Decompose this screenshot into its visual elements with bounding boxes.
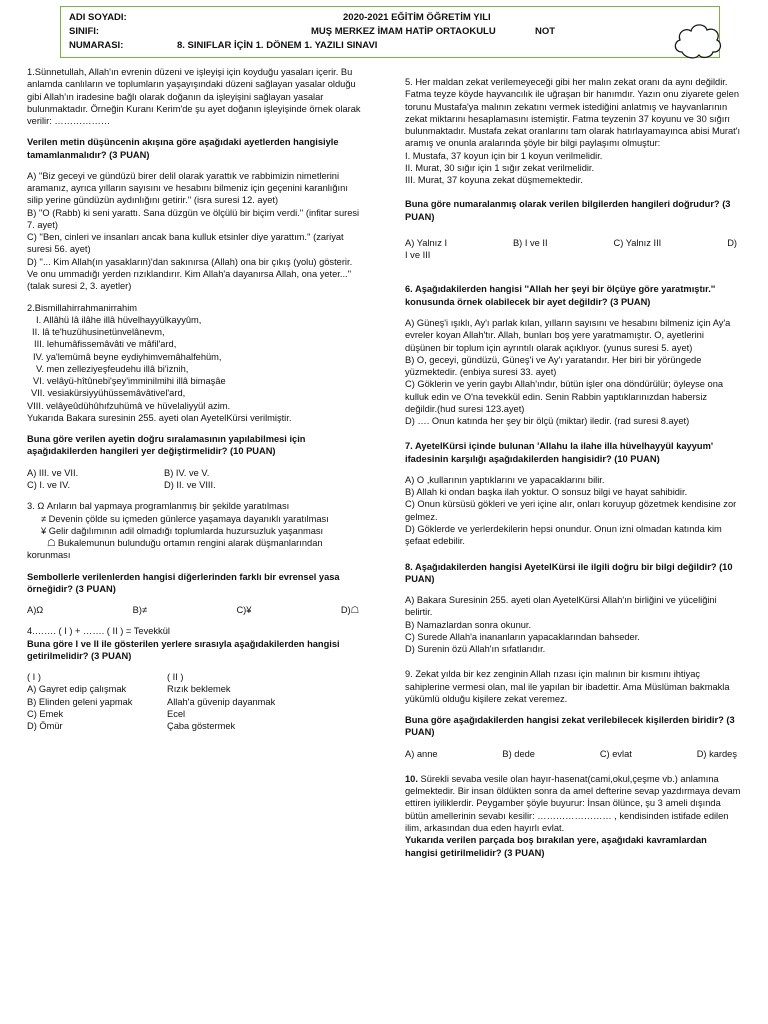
q4-intro: 4.……. ( I ) + ……. ( II ) = Tevekkül <box>27 626 170 637</box>
q2-verse-line: V. men zelleziyeşfeudehu illâ bi'iznih, <box>36 363 189 374</box>
q5-option-a: A) Yalnız I <box>405 237 448 248</box>
q4-question: Buna göre I ve II ile gösterilen yerlere sırasıyla aşağıdakilerden hangisi getirilmelidir? (3 PUAN) <box>27 638 340 661</box>
q2-note: Yukarıda Bakara suresinin 255. ayeti olan AyetelKürsi verilmiştir. <box>27 412 292 423</box>
q5-item-3: III. Murat, 37 koyuna zekat düşmemektedir. <box>405 175 583 186</box>
q3-options <box>27 604 363 616</box>
q9-option-b: B) dede <box>502 748 535 759</box>
q2-option-a: A) III. ve VII. <box>27 467 79 478</box>
q2-verse-line: VII. vesiakürsiyyühüssemâvâtivel'ard, <box>31 388 186 399</box>
q2-verse-line: II. lâ te'huzühusinetünvelânevm, <box>32 327 165 338</box>
q7-option-c: C) Onun kürsüsü gökleri ve yeri içine alır, onları koruyup gözetmek kendisine zor gelmez. <box>405 499 737 522</box>
q4-option-c-1: C) Emek <box>27 708 64 719</box>
q9-option-c: C) evlat <box>599 748 632 759</box>
q6-question: 6. Aşağıdakilerden hangisi ''Allah her şeyi bir ölçüye göre yaratmıştır.'' konusunda örnek olabilecek bir ayet değildir? (3 PUAN) <box>405 284 716 307</box>
q5-option-d: D) <box>727 237 737 248</box>
q5-option-b: B) I ve II <box>512 237 548 248</box>
q1-option-a: A) ''Biz geceyi ve gündüzü birer delil olarak yarattık ve rabbimizin nimetlerini aramanız, ayrıca yılların sayısını ve hesabını bilmeniz için geçenini karanlığını silip yerine gündüzün aydınlığını getirir.'' (isra suresi 12. ayet) <box>27 170 348 206</box>
q2-option-d: D) II. ve VIII. <box>164 479 216 490</box>
q1-intro: 1.Sünnetullah, Allah'ın evrenin düzeni ve işleyişi için koyduğu yasaları içerir. Bu anlamda canlıların ve toplumların yaşayışındaki düzeni sağlayan yasalar olduğu gibi Allah'ın iradesine bağlı olarak doğanın da işleyişini sağlayan yasalar bulunmaktadır. Örneğin Kuranı Kerim'de şu ayet doğanın işleyişinde örnek olarak verilir: ……………… <box>27 67 361 127</box>
q2-intro: 2.Bismillahirrahmanirrahim <box>27 302 138 313</box>
q2-options <box>27 467 363 492</box>
q7-option-a: A) O ,kullarının yaptıklarını ve yapacaklarını bilir. <box>405 474 605 485</box>
q9-option-a: A) anne <box>405 748 438 759</box>
q4-option-b-1: B) Elinden geleni yapmak <box>27 696 133 707</box>
q2-verse-line: IV. ya'lemümâ beyne eydiyhimvemâhalfehüm, <box>33 351 222 362</box>
q4-option-c-2: Ecel <box>167 708 186 719</box>
q4-options <box>27 671 363 732</box>
q3-intro: 3. Ω Arıların bal yapmaya programlanmış bir şekilde yaratılması <box>27 501 290 512</box>
q3-statement-4: ☖ Bukalemunun bulunduğu ortamın rengini alarak düşmanlarından korunması <box>27 538 323 561</box>
q10-text: Sürekli sevaba vesile olan hayır-hasenat(cami,okul,çeşme vb.) anlamına gelmektedir. Bir insan öldükten sonra da amel defterine sevap yazdırmaya devam ettiren iyiliklerdir. Peygamber şöyle buyurur: İnsan ölünce, şu 3 ameli dışında bütün amellerinin sevabı kesilir: …………………… , kendisinden istifade edilen ilim, arkasından dua eden hayırlı evlat. <box>405 773 741 834</box>
right-column <box>405 76 741 868</box>
q5-option-c: C) Yalnız III <box>613 237 662 248</box>
q6-option-b: B) O, geceyi, gündüzü, Güneş'i ve Ay'ı yaratandır. Her biri bir yörüngede yüzmektedir. (enbiya suresi 33. ayet) <box>405 354 702 378</box>
q7-question: 7. AyetelKürsi içinde bulunan 'Allahu la ilahe illa hüvelhayyül kayyum' ifadesinin karşılığı aşağıdakilerden hangisidir? (10 PUAN) <box>405 441 714 464</box>
q8-option-d: D) Surenin özü Allah'ın sıfatlarıdır. <box>405 644 546 655</box>
q2-verse-line: VI. velâyü-hîtûnebi'şey'imminilmihi illâ bimaşâe <box>33 376 226 387</box>
q2-verse-line: VIII. velâyeûdühûhıfzuhümâ ve hüvelaliyyül azim. <box>27 400 231 411</box>
grade-cloud-icon <box>672 18 724 62</box>
exam-title: 8. SINIFLAR İÇİN 1. DÖNEM 1. YAZILI SINAVI <box>177 40 378 51</box>
grade-label: NOT <box>535 26 556 37</box>
q4-option-b-2: Allah'a güvenip dayanmak <box>167 696 276 707</box>
q2-question: Buna göre verilen ayetin doğru sıralamasının yapılabilmesi için aşağıdakilerden hangileri yer değiştirmelidir? (10 PUAN) <box>27 434 306 457</box>
q4-header-1: ( I ) <box>27 672 41 683</box>
q2-option-c: C) I. ve IV. <box>27 479 71 490</box>
q1-option-b: B) ''O (Rabb) ki seni yarattı. Sana düzgün ve ölçülü bir biçim verdi.'' (infitar suresi 7. ayet) <box>27 207 360 230</box>
q4-option-a-2: Rızık beklemek <box>167 684 231 695</box>
q5-option-d-text: I ve III <box>405 250 431 261</box>
q2-verse-list <box>27 314 363 412</box>
q1-question: Verilen metin düşüncenin akışına göre aşağıdaki ayetlerden hangisiyle tamamlanmalıdır? (3 PUAN) <box>27 137 339 160</box>
q3-question: Sembollerle verilenlerden hangisi diğerlerinden farklı bir evrensel yasa örneğidir? (3 PUAN) <box>27 571 340 594</box>
q3-statement-2: ≠ Devenin çölde su içmeden günlerce yaşamaya dayanıklı yaratılması <box>41 513 329 524</box>
q3-option-d: D)☖ <box>340 605 359 616</box>
q4-option-d-2: Çaba göstermek <box>167 721 236 732</box>
q3-statement-3: ¥ Gelir dağılımının adil olmadığı toplumlarda huzursuzluk yaşanması <box>41 525 324 536</box>
school-name: MUŞ MERKEZ İMAM HATİP ORTAOKULU <box>311 26 496 37</box>
q5-item-2: II. Murat, 30 sığır için 1 sığır zekat verilmelidir. <box>405 162 595 173</box>
q10-intro <box>405 773 741 834</box>
q2-verse-line: I. Allâhü lâ ilâhe illâ hüvelhayyülkayyûm, <box>36 314 202 325</box>
q9-option-d: D) kardeş <box>696 748 737 759</box>
q1-option-c: C) ''Ben, cinleri ve insanları ancak bana kulluk etsinler diye yarattım.'' (zariyat suresi 56. ayet) <box>27 232 344 255</box>
q2-option-b: B) IV. ve V. <box>164 467 210 478</box>
q5-intro: 5. Her maldan zekat verilemeyeceği gibi her malın zekat oranı da aynı değildir. Fatma teyze köyde hayvancılık ile uğraşan bir hanımdır. Yazın onu ziyarete gelen torunu Mustafa'ya malının zekatını vermek istediğini anlatmış ve hayvanlarının zekat miktarını hesaplamasını istemiştir. Fatma teyzenin 37 koyunu ve 30 sığırı bulunmaktadır. Mustafa zekat oranlarını tam olarak hatırlayamayınca abisi Murat'ı aramış ve onunla aralarında şöyle bir bilgi paylaşımı olmuştur: <box>405 77 741 149</box>
exam-header <box>60 6 720 58</box>
q7-option-b: B) Allah ki ondan başka ilah yoktur. O sonsuz bilgi ve hayat sahibidir. <box>405 487 688 498</box>
q9-intro: 9. Zekat yılda bir kez zenginin Allah rızası için malının bir kısmını ihtiyaç sahiplerine vermesi olan, mal ile yapılan bir ibadettir. Ama Müslüman bakmakla yükümlü olduğu kişilere zekat veremez. <box>405 669 730 704</box>
q6-option-c: C) Göklerin ve yerin gaybı Allah'ındır, bütün işler ona döndürülür; öyleyse ona kulluk edin ve O'na tevekkül edin. Senin Rabbin yaptıklarınızdan habersiz değildir.(hud suresi 123.ayet) <box>405 379 724 414</box>
class-label: SINIFI: <box>69 26 100 37</box>
q2-verse-line: III. lehumâfissemâvâti ve mâfil'ard, <box>34 339 177 350</box>
q8-option-a: A) Bakara Suresinin 255. ayeti olan AyetelKürsi Allah'ın birliğini ve yüceliğini belirtir. <box>405 595 717 618</box>
q3-option-a: A)Ω <box>27 605 44 616</box>
q4-option-a-1: A) Gayret edip çalışmak <box>27 684 127 695</box>
q10-question: Yukarıda verilen parçada boş bırakılan yere, aşağıdaki kavramlardan hangisi getirilmelidir? (3 PUAN) <box>405 835 707 858</box>
q6-option-d: D) …. Onun katında her şey bir ölçü (miktar) iledir. (rad suresi 8.ayet) <box>405 416 690 427</box>
q1-option-d: D) ''... Kim Allah(ın yasakların)'dan sakınırsa (Allah) ona bir çıkış (yolu) gösterir. Ve onu ummadığı yerden rızıklandırır. Kim Allah'a dayanırsa Allah, ona yeter...'' (talak suresi 2, 3. ayetler) <box>27 256 353 292</box>
name-label: ADI SOYADI: <box>69 12 127 23</box>
q7-option-d: D) Göklerde ve yerlerdekilerin hepsi onundur. Onun izni olmadan katında kim şefaat edebilir. <box>405 523 722 547</box>
left-column <box>27 66 363 732</box>
q8-option-b: B) Namazlardan sonra okunur. <box>405 619 532 630</box>
q3-option-c: C)¥ <box>236 605 252 616</box>
q6-option-a: A) Güneş'i ışıklı, Ay'ı parlak kılan, yılların sayısını ve hesabını bilmeniz için Ay'a evreler koyan Allah'tır. Allah, bunları boş yere yaratmamıştır. O, ayetlerini düşünen bir toplum için ayrıntılı olarak açıklıyor. (yunus suresi 5. ayet) <box>405 317 731 353</box>
q9-options <box>405 748 741 760</box>
q3-option-b: B)≠ <box>132 605 148 616</box>
q8-question: 8. Aşağıdakilerden hangisi AyetelKürsi ile ilgili doğru bir bilgi değildir? (10 PUAN) <box>405 561 733 584</box>
q10-number: 10. <box>405 773 418 784</box>
q4-option-d-1: D) Ömür <box>27 721 63 732</box>
q5-question: Buna göre numaralanmış olarak verilen bilgilerden hangileri doğrudur? (3 PUAN) <box>405 199 731 222</box>
number-label: NUMARASI: <box>69 40 124 51</box>
q5-options <box>405 237 741 249</box>
q4-header-2: ( II ) <box>167 672 184 683</box>
q9-question: Buna göre aşağıdakilerden hangisi zekat verilebilecek kişilerden biridir? (3 PUAN) <box>405 715 735 738</box>
q8-option-c: C) Surede Allah'a inananların yapacaklarından bahseder. <box>405 631 640 642</box>
school-year: 2020-2021 EĞİTİM ÖĞRETİM YILI <box>343 12 491 23</box>
q5-item-1: I. Mustafa, 37 koyun için bir 1 koyun verilmelidir. <box>405 150 603 161</box>
